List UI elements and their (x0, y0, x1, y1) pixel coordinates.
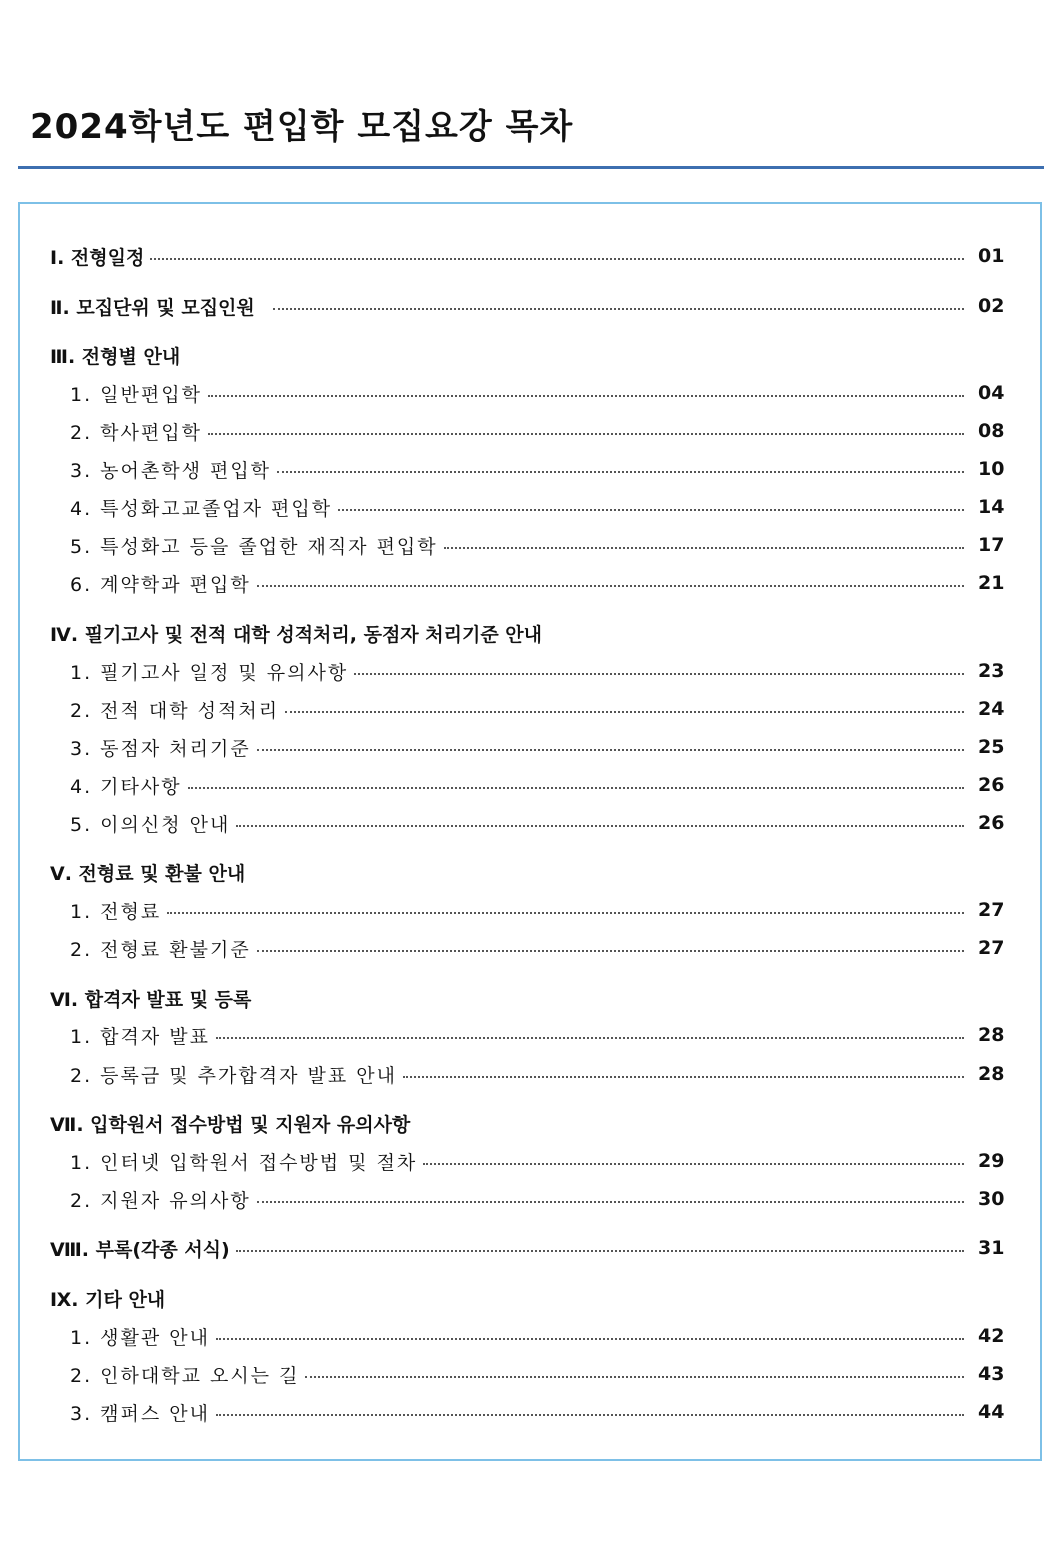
toc-item-label: 3. 캠퍼스 안내 (70, 1402, 210, 1425)
dot-leader (216, 1414, 964, 1416)
dot-leader (167, 912, 964, 914)
toc-page-number: 01 (978, 245, 1005, 267)
toc-page-number: 44 (978, 1401, 1005, 1423)
toc-item-label: 4. 기타사항 (70, 775, 182, 798)
toc-page-number: 14 (978, 496, 1005, 518)
toc-section-label: Ⅰ. 전형일정 (50, 246, 145, 269)
toc-page-number: 28 (978, 1063, 1005, 1085)
toc-item[interactable] (70, 564, 1005, 602)
toc-section-label: Ⅷ. 부록(각종 서식) (50, 1238, 230, 1261)
toc-page-number: 27 (978, 937, 1005, 959)
toc-item[interactable] (70, 766, 1005, 804)
dot-leader (188, 787, 964, 789)
toc-section-1[interactable] (50, 237, 1005, 275)
toc-page-number: 02 (978, 295, 1005, 317)
toc-item[interactable] (70, 374, 1005, 412)
toc-item[interactable] (70, 891, 1005, 929)
toc-item[interactable] (70, 526, 1005, 564)
toc-page-number: 28 (978, 1024, 1005, 1046)
toc-item[interactable] (70, 1393, 1005, 1431)
dot-leader (150, 258, 964, 260)
toc-item-label: 1. 인터넷 입학원서 접수방법 및 절차 (70, 1151, 418, 1174)
toc-section-3 (50, 336, 1002, 374)
toc-page-number: 08 (978, 420, 1005, 442)
toc-item-label: 1. 합격자 발표 (70, 1025, 210, 1048)
toc-page-number: 31 (978, 1237, 1005, 1259)
toc-section-5 (50, 853, 1002, 891)
toc-item[interactable] (70, 1317, 1005, 1355)
dot-leader (354, 673, 964, 675)
toc-item[interactable] (70, 728, 1005, 766)
toc-page-number: 21 (978, 572, 1005, 594)
toc-page-number: 29 (978, 1150, 1005, 1172)
toc-page-number: 26 (978, 774, 1005, 796)
toc-page-number: 25 (978, 736, 1005, 758)
dot-leader (403, 1076, 964, 1078)
dot-leader (444, 547, 964, 549)
dot-leader (257, 585, 964, 587)
toc-item-label: 1. 필기고사 일정 및 유의사항 (70, 661, 349, 684)
toc-item[interactable] (70, 652, 1005, 690)
dot-leader (236, 825, 964, 827)
toc-item-label: 3. 동점자 처리기준 (70, 737, 251, 760)
toc-item-label: 6. 계약학과 편입학 (70, 573, 251, 596)
dot-leader (236, 1250, 964, 1252)
dot-leader (216, 1037, 964, 1039)
page-title: 2024학년도 편입학 모집요강 목차 (30, 107, 574, 147)
toc-page-number: 43 (978, 1363, 1005, 1385)
toc-item-label: 2. 전적 대학 성적처리 (70, 699, 280, 722)
toc-page-number: 26 (978, 812, 1005, 834)
toc-item-label: 2. 등록금 및 추가합격자 발표 안내 (70, 1064, 397, 1087)
toc-item[interactable] (70, 412, 1005, 450)
toc-section-9 (50, 1279, 1002, 1317)
dot-leader (273, 308, 964, 310)
toc-item-label: 2. 전형료 환불기준 (70, 938, 251, 961)
toc-page-number: 23 (978, 660, 1005, 682)
dot-leader (257, 749, 964, 751)
toc-section-7 (50, 1104, 1002, 1142)
toc-page-number: 30 (978, 1188, 1005, 1210)
toc-page-number: 10 (978, 458, 1005, 480)
toc-section-label: Ⅵ. 합격자 발표 및 등록 (50, 988, 252, 1011)
dot-leader (216, 1338, 964, 1340)
dot-leader (277, 471, 964, 473)
toc-page-number: 27 (978, 899, 1005, 921)
toc-item[interactable] (70, 1016, 1005, 1054)
toc-item-label: 2. 인하대학교 오시는 길 (70, 1364, 300, 1387)
toc-section-label: Ⅶ. 입학원서 접수방법 및 지원자 유의사항 (50, 1113, 411, 1136)
dot-leader (338, 509, 964, 511)
dot-leader (208, 433, 964, 435)
toc-item-label: 3. 농어촌학생 편입학 (70, 459, 272, 482)
toc-section-8[interactable] (50, 1229, 1005, 1267)
toc-item-label: 2. 지원자 유의사항 (70, 1189, 251, 1212)
toc-item-label: 1. 일반편입학 (70, 383, 202, 406)
dot-leader (423, 1163, 964, 1165)
toc-item[interactable] (70, 804, 1005, 842)
toc-section-4 (50, 614, 1002, 652)
toc-item[interactable] (70, 1055, 1005, 1093)
dot-leader (208, 395, 964, 397)
toc-section-label: Ⅸ. 기타 안내 (50, 1288, 166, 1311)
toc-item[interactable] (70, 1180, 1005, 1218)
toc-page-number: 42 (978, 1325, 1005, 1347)
toc-item[interactable] (70, 450, 1005, 488)
toc-section-label: Ⅳ. 필기고사 및 전적 대학 성적처리, 동점자 처리기준 안내 (50, 623, 543, 646)
toc-section-label: Ⅲ. 전형별 안내 (50, 345, 181, 368)
toc-item[interactable] (70, 1142, 1005, 1180)
toc-item-label: 5. 특성화고 등을 졸업한 재직자 편입학 (70, 535, 438, 558)
toc-section-6 (50, 979, 1002, 1017)
toc-item-label: 1. 전형료 (70, 900, 162, 923)
toc-item-label: 1. 생활관 안내 (70, 1326, 210, 1349)
toc-item[interactable] (70, 690, 1005, 728)
toc-section-label: Ⅱ. 모집단위 및 모집인원 (50, 296, 255, 319)
toc-item-label: 2. 학사편입학 (70, 421, 202, 444)
toc-section-2[interactable] (50, 287, 1005, 325)
dot-leader (305, 1376, 964, 1378)
toc-item[interactable] (70, 1355, 1005, 1393)
dot-leader (257, 950, 964, 952)
toc-page-number: 24 (978, 698, 1005, 720)
toc-section-label: Ⅴ. 전형료 및 환불 안내 (50, 862, 246, 885)
toc-item[interactable] (70, 488, 1005, 526)
toc-item[interactable] (70, 929, 1005, 967)
title-divider (18, 166, 1044, 169)
toc-item-label: 5. 이의신청 안내 (70, 813, 231, 836)
toc-page-number: 04 (978, 382, 1005, 404)
toc-page-number: 17 (978, 534, 1005, 556)
dot-leader (257, 1201, 964, 1203)
toc-item-label: 4. 특성화고교졸업자 편입학 (70, 497, 333, 520)
dot-leader (285, 711, 964, 713)
